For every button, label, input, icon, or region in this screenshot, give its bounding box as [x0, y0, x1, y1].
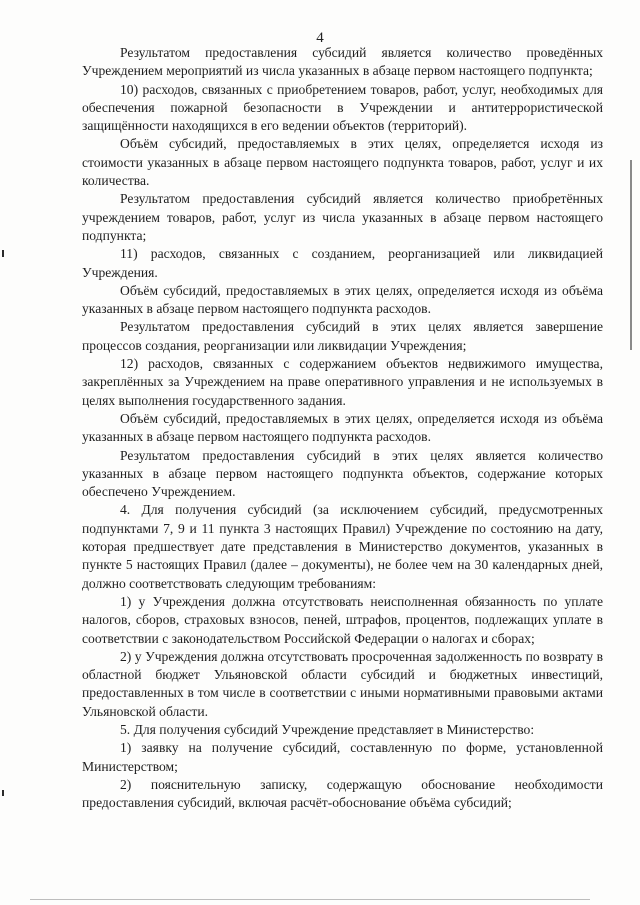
- paragraph: 1) заявку на получение субсидий, составленную по форме, установленной Министерством;: [82, 740, 603, 774]
- paragraph: 10) расходов, связанных с приобретением товаров, работ, услуг, необходимых для обеспечения пожарной безопасности в Учреждении и антитеррористической защищённости находящихся в его ведении объектов (территорий).: [82, 81, 603, 134]
- paragraph: 5. Для получения субсидий Учреждение представляет в Министерство:: [120, 721, 535, 737]
- scan-mark-left: [2, 250, 4, 257]
- paragraph: Результатом предоставления субсидий является количество проведённых Учреждением мероприятий из числа указанных в абзаце первом настоящего подпункта;: [82, 45, 603, 79]
- paragraph: Результатом предоставления субсидий в этих целях является завершение процессов создания, реорганизации или ликвидации Учреждения;: [82, 319, 603, 353]
- paragraph: 2) пояснительную записку, содержащую обоснование необходимости предоставления субсидий, включая расчёт-обоснование объёма субсидий;: [82, 776, 603, 811]
- paragraph: 12) расходов, связанных с содержанием объектов недвижимого имущества, закреплённых за Учреждением на праве оперативного управления и не используемых в целях выполнения государственного задания.: [82, 356, 603, 408]
- paragraph: Результатом предоставления субсидий является количество приобретённых учреждением товаров, работ, услуг из числа указанных в абзаце первом настоящего подпункта;: [82, 191, 603, 243]
- document-body: [82, 44, 603, 812]
- paragraph: Объём субсидий, предоставляемых в этих целях, определяется исходя из объёма указанных в абзаце первом настоящего подпункта расходов.: [82, 282, 603, 317]
- paragraph: 2) у Учреждения должна отсутствовать просроченная задолженность по возврату в областной бюджет Ульяновской области субсидий и бюджетных инвестиций, предоставленных в том числе в соответствии с иными нормативными правовыми актами Ульяновской области.: [82, 648, 603, 719]
- scan-mark-left: [2, 790, 4, 796]
- paragraph: 11) расходов, связанных с созданием, реорганизацией или ликвидацией Учреждения.: [82, 246, 603, 280]
- paragraph: Объём субсидий, предоставляемых в этих целях, определяется исходя из объёма указанных в абзаце первом настоящего подпункта расходов.: [82, 410, 603, 445]
- paragraph: Результатом предоставления субсидий в этих целях является количество указанных в абзаце первом настоящего подпункта объектов, содержание которых обеспечено Учреждением.: [82, 447, 603, 500]
- paragraph: 1) у Учреждения должна отсутствовать неисполненная обязанность по уплате налогов, сборов, страховых взносов, пеней, штрафов, процентов, подлежащих уплате в соответствии с законодательством Российской Федерации о налогах и сборах;: [82, 593, 603, 646]
- scan-edge-line: [30, 899, 590, 900]
- paragraph: 4. Для получения субсидий (за исключением субсидий, предусмотренных подпунктами 7, 9 и 11 пункта 3 настоящих Правил) Учреждение по состоянию на дату, которая предшествует дате представления в Министерство документов, указанных в пункте 5 настоящих Правил (далее – документы), не более чем на 30 календарных дней, должно соответствовать следующим требованиям:: [82, 502, 603, 591]
- scan-mark-right: [630, 160, 632, 350]
- paragraph: Объём субсидий, предоставляемых в этих целях, определяется исходя из стоимости указанных в абзаце первом настоящего подпункта товаров, работ, услуг и их количества.: [82, 136, 603, 189]
- page-number: 4: [316, 30, 324, 46]
